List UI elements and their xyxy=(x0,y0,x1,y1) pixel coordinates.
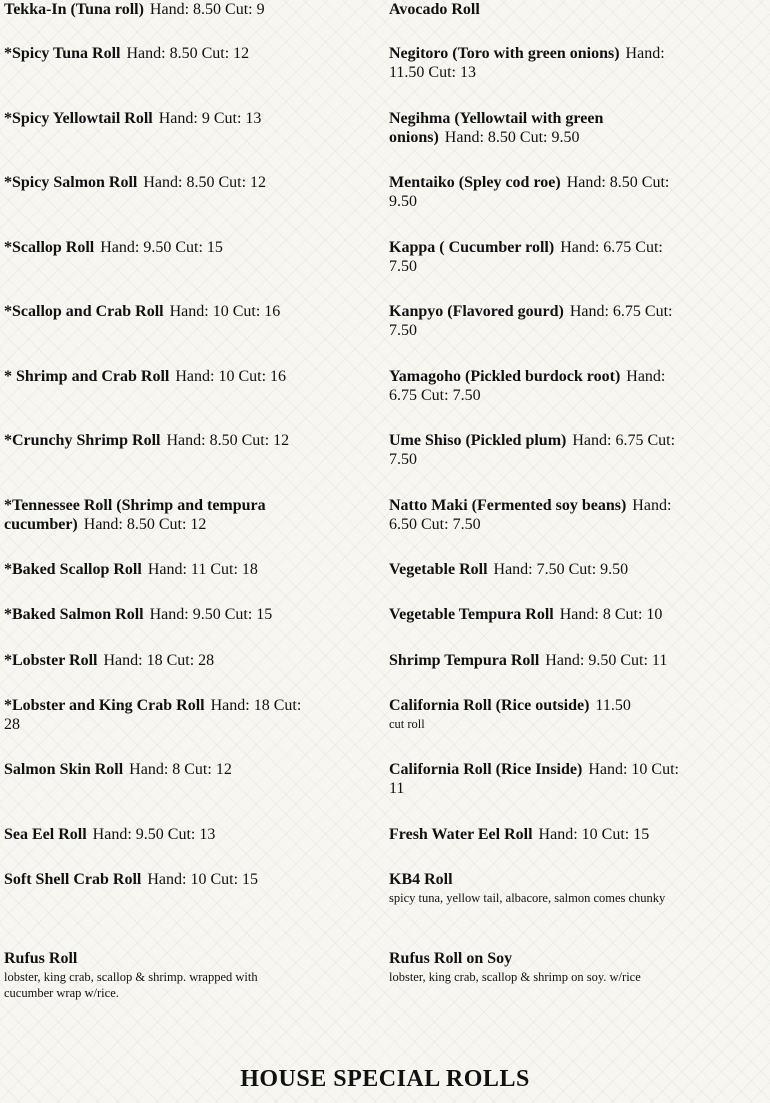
item-name: Fresh Water Eel Roll xyxy=(389,826,533,843)
item-price: Hand: 6.50 Cut: 7.50 xyxy=(389,497,672,533)
item-price: Hand: 8 Cut: 12 xyxy=(129,761,232,778)
menu-item xyxy=(389,431,694,469)
item-name: Tekka-In (Tuna roll) xyxy=(4,1,144,18)
menu-item xyxy=(389,760,694,798)
item-description: lobster, king crab, scallop & shrimp. wrapped with cucumber wrap w/rice. xyxy=(4,970,258,1000)
item-name: *Tennessee Roll (Shrimp and tempura cucumber) xyxy=(4,497,266,533)
item-price: Hand: 8 Cut: 10 xyxy=(559,606,663,623)
item-name: Yamagoho (Pickled burdock root) xyxy=(389,368,621,385)
item-price: Hand: 9.50 Cut: 11 xyxy=(545,652,668,669)
menu-item xyxy=(389,870,694,906)
menu-item xyxy=(389,605,694,624)
item-name: Negihma (Yellowtail with green onions) xyxy=(389,110,604,146)
item-price: Hand: 8.50 Cut: 9 xyxy=(149,1,265,18)
menu-item xyxy=(4,238,304,257)
item-name: Kanpyo (Flavored gourd) xyxy=(389,303,564,320)
item-name: KB4 Roll xyxy=(389,871,453,888)
menu-item xyxy=(389,696,694,732)
menu-item xyxy=(4,760,304,779)
item-name: *Spicy Yellowtail Roll xyxy=(4,110,153,127)
menu-item xyxy=(4,560,304,579)
menu-item xyxy=(389,496,694,534)
menu-item xyxy=(4,367,304,386)
item-name: Rufus Roll on Soy xyxy=(389,950,513,967)
item-name: Avocado Roll xyxy=(389,1,480,18)
menu-item xyxy=(4,605,304,624)
menu-item xyxy=(4,825,304,844)
item-name: Soft Shell Crab Roll xyxy=(4,871,142,888)
menu-item xyxy=(389,173,694,211)
item-price: Hand: 8.50 Cut: 12 xyxy=(126,45,250,62)
item-name: *Scallop Roll xyxy=(4,239,95,256)
menu-item xyxy=(4,949,304,1001)
item-name: Rufus Roll xyxy=(4,950,78,967)
item-name: California Roll (Rice Inside) xyxy=(389,761,583,778)
item-name: *Scallop and Crab Roll xyxy=(4,303,164,320)
menu-item xyxy=(389,560,694,579)
item-name: Vegetable Tempura Roll xyxy=(389,606,554,623)
item-price: Hand: 10 Cut: 16 xyxy=(175,368,287,385)
item-price: Hand: 18 Cut: 28 xyxy=(4,697,302,733)
item-price: Hand: 10 Cut: 15 xyxy=(538,826,650,843)
menu-item xyxy=(4,870,304,889)
menu-item xyxy=(389,949,694,985)
item-name: *Lobster Roll xyxy=(4,652,98,669)
menu-item xyxy=(389,651,694,670)
item-name: *Baked Salmon Roll xyxy=(4,606,144,623)
item-name: *Baked Scallop Roll xyxy=(4,561,142,578)
menu-item xyxy=(389,109,694,147)
menu-item xyxy=(4,109,304,128)
menu-item xyxy=(4,44,304,63)
menu-item xyxy=(4,173,304,192)
item-name: Kappa ( Cucumber roll) xyxy=(389,239,555,256)
item-name: Mentaiko (Spley cod roe) xyxy=(389,174,561,191)
item-price: Hand: 9.50 Cut: 13 xyxy=(92,826,216,843)
item-price: Hand: 9.50 Cut: 15 xyxy=(149,606,273,623)
item-name: Vegetable Roll xyxy=(389,561,488,578)
menu-item xyxy=(389,825,694,844)
item-name: Salmon Skin Roll xyxy=(4,761,124,778)
menu-item xyxy=(389,0,694,19)
menu-item xyxy=(4,651,304,670)
item-description: lobster, king crab, scallop & shrimp on soy. w/rice xyxy=(389,970,641,984)
item-price: Hand: 8.50 Cut: 12 xyxy=(83,516,207,533)
item-name: Ume Shiso (Pickled plum) xyxy=(389,432,567,449)
menu-item xyxy=(389,367,694,405)
item-price: Hand: 6.75 Cut: 7.50 xyxy=(389,432,676,468)
item-name: Shrimp Tempura Roll xyxy=(389,652,540,669)
section-title: HOUSE SPECIAL ROLLS xyxy=(240,1066,530,1092)
item-price: Hand: 10 Cut: 15 xyxy=(147,871,259,888)
menu-item xyxy=(389,44,694,82)
item-description: cut roll xyxy=(389,717,425,731)
item-name: Negitoro (Toro with green onions) xyxy=(389,45,620,62)
menu-item xyxy=(4,431,304,450)
item-name: California Roll (Rice outside) xyxy=(389,697,590,714)
item-description: spicy tuna, yellow tail, albacore, salmon comes chunky xyxy=(389,891,666,905)
item-price: Hand: 9.50 Cut: 15 xyxy=(100,239,223,256)
item-price: Hand: 6.75 Cut: 7.50 xyxy=(389,368,666,404)
item-name: *Spicy Tuna Roll xyxy=(4,45,121,62)
item-price: Hand: 6.75 Cut: 7.50 xyxy=(389,303,673,339)
item-price: Hand: 8.50 Cut: 9.50 xyxy=(389,174,670,210)
item-name: *Crunchy Shrimp Roll xyxy=(4,432,161,449)
menu-item xyxy=(4,302,304,321)
menu-item xyxy=(4,0,304,19)
item-name: * Shrimp and Crab Roll xyxy=(4,368,170,385)
menu-item xyxy=(4,696,304,734)
item-price: Hand: 7.50 Cut: 9.50 xyxy=(493,561,629,578)
item-price: Hand: 11.50 Cut: 13 xyxy=(389,45,665,81)
item-name: *Lobster and King Crab Roll xyxy=(4,697,205,714)
item-price: Hand: 10 Cut: 11 xyxy=(389,761,679,797)
item-price: Hand: 8.50 Cut: 12 xyxy=(143,174,267,191)
item-name: Natto Maki (Fermented soy beans) xyxy=(389,497,627,514)
menu-item xyxy=(389,302,694,340)
item-price: Hand: 18 Cut: 28 xyxy=(103,652,215,669)
item-name: *Spicy Salmon Roll xyxy=(4,174,138,191)
item-price: 11.50 xyxy=(595,697,631,714)
item-price: Hand: 9 Cut: 13 xyxy=(158,110,262,127)
item-name: Sea Eel Roll xyxy=(4,826,87,843)
item-price: Hand: 6.75 Cut: 7.50 xyxy=(389,239,663,275)
menu-item xyxy=(389,238,694,276)
item-price: Hand: 11 Cut: 18 xyxy=(147,561,258,578)
item-price: Hand: 10 Cut: 16 xyxy=(169,303,281,320)
item-price: Hand: 8.50 Cut: 12 xyxy=(166,432,290,449)
item-price: Hand: 8.50 Cut: 9.50 xyxy=(444,129,580,146)
menu-item xyxy=(4,496,304,534)
